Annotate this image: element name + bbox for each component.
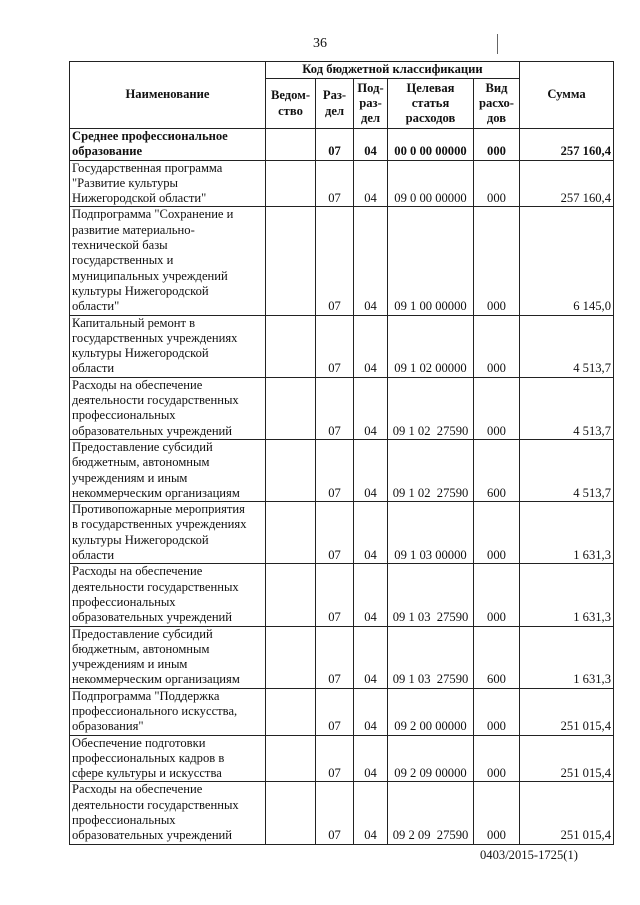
cell-podrazdel: 04	[354, 564, 388, 626]
header-sum: Сумма	[520, 62, 614, 129]
cell-vid: 600	[474, 439, 520, 501]
cell-vedomstvo	[266, 688, 316, 735]
cell-celevaya: 09 1 00 00000	[388, 207, 474, 315]
header-podrazdel: Под- раз- дел	[354, 79, 388, 129]
cell-vedomstvo	[266, 626, 316, 688]
cell-name: Предоставление субсидий бюджетным, автономным учреждениям и иным некоммерческим организациям	[70, 626, 266, 688]
cell-celevaya: 09 1 02 27590	[388, 439, 474, 501]
cell-name: Расходы на обеспечение деятельности государственных профессиональных образовательных учреждений	[70, 377, 266, 439]
cell-vedomstvo	[266, 502, 316, 564]
table-row	[70, 782, 614, 844]
cell-sum: 4 513,7	[520, 439, 614, 501]
scan-mark	[497, 34, 498, 54]
header-vid: Вид расхо- дов	[474, 79, 520, 129]
cell-podrazdel: 04	[354, 129, 388, 161]
cell-sum: 257 160,4	[520, 129, 614, 161]
cell-podrazdel: 04	[354, 439, 388, 501]
cell-name: Предоставление субсидий бюджетным, автономным учреждениям и иным некоммерческим организациям	[70, 439, 266, 501]
table-row	[70, 207, 614, 315]
cell-vid: 600	[474, 626, 520, 688]
table-row	[70, 502, 614, 564]
cell-podrazdel: 04	[354, 626, 388, 688]
cell-razdel: 07	[316, 688, 354, 735]
cell-vedomstvo	[266, 129, 316, 161]
cell-razdel: 07	[316, 129, 354, 161]
table-row	[70, 129, 614, 161]
cell-celevaya: 09 2 00 00000	[388, 688, 474, 735]
cell-sum: 6 145,0	[520, 207, 614, 315]
cell-name: Капитальный ремонт в государственных учреждениях культуры Нижегородской области	[70, 315, 266, 377]
cell-podrazdel: 04	[354, 502, 388, 564]
cell-name: Среднее профессиональное образование	[70, 129, 266, 161]
cell-vid: 000	[474, 377, 520, 439]
cell-vedomstvo	[266, 160, 316, 207]
cell-celevaya: 09 1 03 27590	[388, 564, 474, 626]
page-number: 36	[313, 36, 327, 51]
cell-name: Государственная программа "Развитие культуры Нижегородской области"	[70, 160, 266, 207]
table-row	[70, 626, 614, 688]
cell-vid: 000	[474, 315, 520, 377]
cell-vid: 000	[474, 129, 520, 161]
cell-sum: 4 513,7	[520, 315, 614, 377]
cell-sum: 1 631,3	[520, 502, 614, 564]
cell-podrazdel: 04	[354, 377, 388, 439]
cell-vedomstvo	[266, 564, 316, 626]
header-name: Наименование	[70, 62, 266, 129]
cell-vedomstvo	[266, 782, 316, 844]
header-celevaya: Целевая статья расходов	[388, 79, 474, 129]
cell-celevaya: 00 0 00 00000	[388, 129, 474, 161]
cell-vedomstvo	[266, 439, 316, 501]
table-row	[70, 315, 614, 377]
cell-razdel: 07	[316, 564, 354, 626]
cell-celevaya: 09 1 02 00000	[388, 315, 474, 377]
cell-sum: 251 015,4	[520, 735, 614, 782]
cell-sum: 1 631,3	[520, 564, 614, 626]
cell-celevaya: 09 2 09 00000	[388, 735, 474, 782]
cell-vedomstvo	[266, 377, 316, 439]
cell-razdel: 07	[316, 439, 354, 501]
cell-sum: 257 160,4	[520, 160, 614, 207]
cell-podrazdel: 04	[354, 735, 388, 782]
cell-podrazdel: 04	[354, 315, 388, 377]
budget-table	[69, 61, 614, 845]
cell-podrazdel: 04	[354, 160, 388, 207]
cell-vid: 000	[474, 782, 520, 844]
cell-sum: 4 513,7	[520, 377, 614, 439]
cell-celevaya: 09 1 03 27590	[388, 626, 474, 688]
table-row	[70, 160, 614, 207]
table-row	[70, 564, 614, 626]
cell-razdel: 07	[316, 377, 354, 439]
cell-name: Обеспечение подготовки профессиональных кадров в сфере культуры и искусства	[70, 735, 266, 782]
cell-celevaya: 09 1 03 00000	[388, 502, 474, 564]
table-row	[70, 377, 614, 439]
cell-vedomstvo	[266, 735, 316, 782]
cell-sum: 251 015,4	[520, 688, 614, 735]
cell-podrazdel: 04	[354, 782, 388, 844]
cell-podrazdel: 04	[354, 688, 388, 735]
table-row	[70, 688, 614, 735]
cell-razdel: 07	[316, 735, 354, 782]
cell-vid: 000	[474, 160, 520, 207]
cell-sum: 251 015,4	[520, 782, 614, 844]
cell-celevaya: 09 1 02 27590	[388, 377, 474, 439]
cell-celevaya: 09 0 00 00000	[388, 160, 474, 207]
table-row	[70, 735, 614, 782]
header-code-group: Код бюджетной классификации	[266, 62, 520, 79]
cell-vedomstvo	[266, 315, 316, 377]
cell-name: Расходы на обеспечение деятельности государственных профессиональных образовательных учреждений	[70, 564, 266, 626]
cell-vid: 000	[474, 688, 520, 735]
cell-razdel: 07	[316, 315, 354, 377]
cell-vedomstvo	[266, 207, 316, 315]
cell-vid: 000	[474, 207, 520, 315]
cell-vid: 000	[474, 735, 520, 782]
table-body	[70, 129, 614, 845]
cell-name: Подпрограмма "Поддержка профессионального искусства, образования"	[70, 688, 266, 735]
cell-celevaya: 09 2 09 27590	[388, 782, 474, 844]
cell-name: Расходы на обеспечение деятельности государственных профессиональных образовательных учреждений	[70, 782, 266, 844]
cell-razdel: 07	[316, 207, 354, 315]
cell-name: Подпрограмма "Сохранение и развитие материально- технической базы государственных и муниципальных учреждений культуры Нижегородской области"	[70, 207, 266, 315]
cell-razdel: 07	[316, 160, 354, 207]
cell-vid: 000	[474, 564, 520, 626]
header-vedomstvo: Ведом- ство	[266, 79, 316, 129]
cell-razdel: 07	[316, 502, 354, 564]
table-row	[70, 439, 614, 501]
cell-sum: 1 631,3	[520, 626, 614, 688]
cell-razdel: 07	[316, 626, 354, 688]
cell-razdel: 07	[316, 782, 354, 844]
cell-vid: 000	[474, 502, 520, 564]
cell-name: Противопожарные мероприятия в государственных учреждениях культуры Нижегородской области	[70, 502, 266, 564]
document-code: 0403/2015-1725(1)	[480, 848, 578, 862]
cell-podrazdel: 04	[354, 207, 388, 315]
header-razdel: Раз- дел	[316, 79, 354, 129]
